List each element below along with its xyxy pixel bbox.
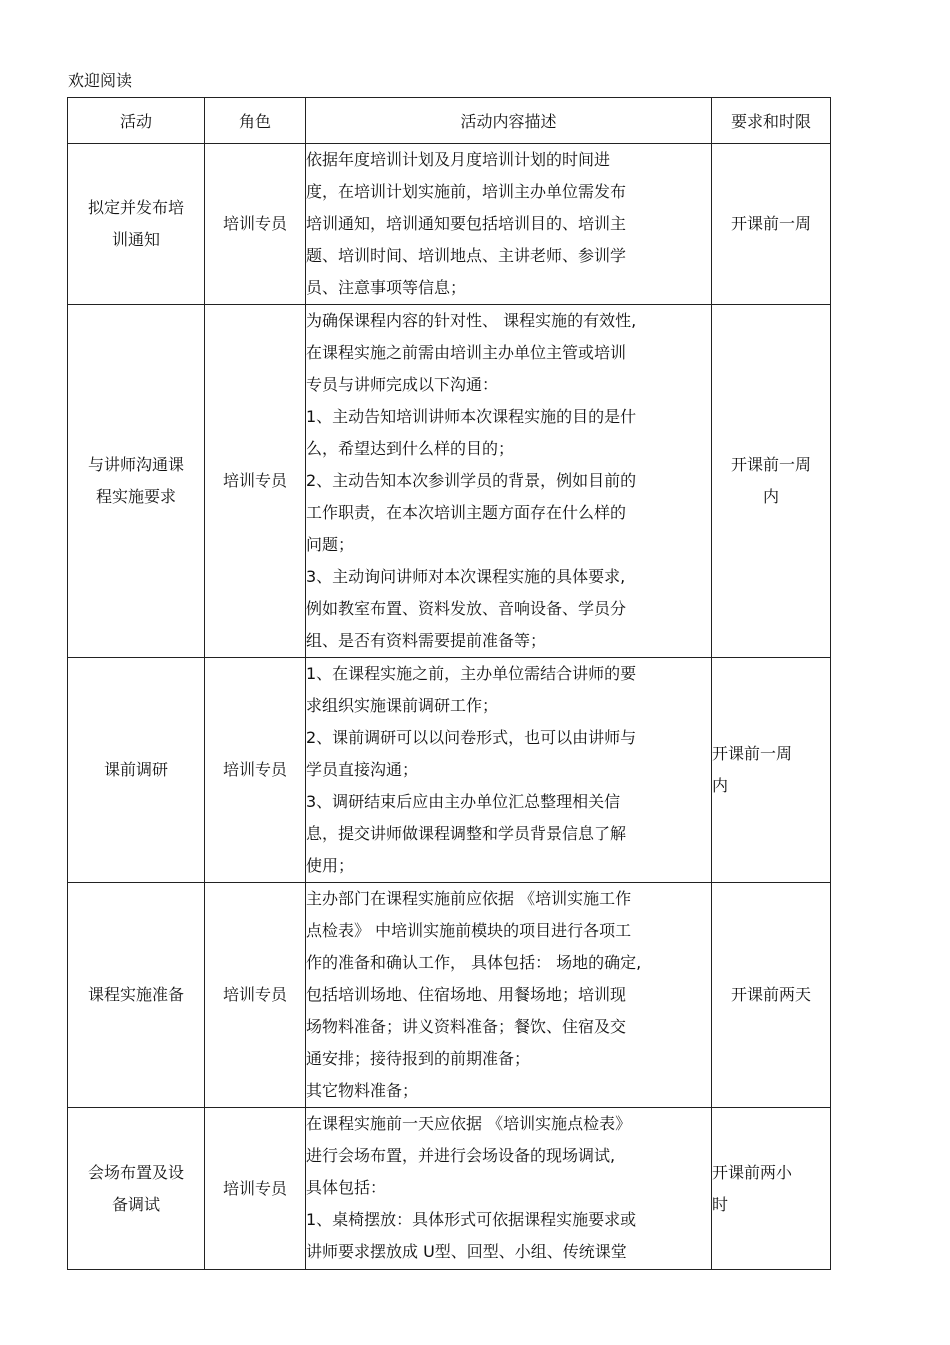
description-line: 1、桌椅摆放：具体形式可依据课程实施要求或 [306,1210,637,1229]
description-line: 具体包括： [306,1178,387,1197]
description-line: 其它物料准备； [306,1081,419,1100]
training-activity-table [67,97,831,1270]
activity-cell-text: 与讲师沟通课 程实施要求 [87,455,184,506]
description-line: 2、主动告知本次参训学员的背景，例如目前的 [306,471,637,490]
column-header-requirement: 要求和时限 [712,98,831,144]
description-cell [306,144,712,305]
column-header-activity: 活动 [68,98,205,144]
description-line: 依据年度培训计划及月度培训计划的时间进 [306,150,611,169]
role-cell [205,883,306,1108]
description-line: 专员与讲师完成以下沟通： [306,375,499,394]
description-line: 么，希望达到什么样的目的； [306,439,515,458]
role-cell-text: 培训专员 [222,760,287,779]
requirement-cell [712,305,831,658]
description-line: 组、是否有资料需要提前准备等； [306,631,547,650]
description-line: 工作职责，在本次培训主题方面存在什么样的 [306,503,627,522]
table-body [68,144,831,1270]
description-line: 主办部门在课程实施前应依据 《培训实施工作 [306,889,632,908]
description-line: 点检表》 中培训实施前模块的项目进行各项工 [306,921,632,940]
description-line: 2、课前调研可以以问卷形式，也可以由讲师与 [306,728,637,747]
description-cell [306,1108,712,1270]
role-cell-text: 培训专员 [222,471,287,490]
requirement-cell-text: 开课前两天 [730,985,811,1004]
description-line: 题、培训时间、培训地点、主讲老师、参训学 [306,246,627,265]
description-line: 求组织实施课前调研工作； [306,696,499,715]
role-cell [205,1108,306,1270]
description-cell [306,658,712,883]
activity-cell [68,883,205,1108]
requirement-cell [712,883,831,1108]
description-line: 使用； [306,856,355,875]
description-line: 度，在培训计划实施前，培训主办单位需发布 [306,182,627,201]
activity-cell-text: 课前调研 [103,760,168,779]
role-cell [205,658,306,883]
description-cell [306,305,712,658]
activity-cell [68,658,205,883]
description-line: 员、注意事项等信息； [306,278,467,297]
description-line: 问题； [306,535,355,554]
requirement-cell-text: 开课前一周 内 [712,744,793,795]
requirement-cell-text: 开课前两小 时 [712,1162,793,1214]
requirement-cell [712,658,831,883]
requirement-cell [712,144,831,305]
description-line: 3、调研结束后应由主办单位汇总整理相关信 [306,792,621,811]
column-header-role: 角色 [205,98,306,144]
role-cell [205,305,306,658]
activity-cell-text: 会场布置及设 备调试 [87,1162,184,1214]
description-line: 学员直接沟通； [306,760,419,779]
role-cell-text: 培训专员 [222,214,287,233]
description-cell [306,883,712,1108]
activity-cell [68,144,205,305]
activity-cell [68,1108,205,1270]
description-line: 通安排；接待报到的前期准备； [306,1049,531,1068]
page-header: 欢迎阅读 [68,71,133,90]
activity-cell [68,305,205,658]
description-line: 例如教室布置、资料发放、音响设备、学员分 [306,599,627,618]
description-line: 在课程实施前一天应依据 《培训实施点检表》 [306,1114,632,1133]
table-header-row [68,98,831,144]
description-line: 讲师要求摆放成 U型、回型、小组、传统课堂 [306,1242,627,1261]
table-row [68,305,831,658]
description-line: 3、主动询问讲师对本次课程实施的具体要求, [306,567,626,586]
description-line: 场物料准备；讲义资料准备；餐饮、住宿及交 [306,1017,627,1036]
requirement-cell [712,1108,831,1270]
requirement-cell-text: 开课前一周 [730,214,811,233]
description-line: 为确保课程内容的针对性、 课程实施的有效性, [306,311,637,330]
role-cell-text: 培训专员 [222,1178,287,1198]
table-row [68,144,831,305]
role-cell-text: 培训专员 [222,985,287,1004]
description-line: 包括培训场地、住宿场地、用餐场地；培训现 [306,985,627,1004]
description-line: 作的准备和确认工作， 具体包括： 场地的确定, [306,953,642,972]
description-line: 进行会场布置，并进行会场设备的现场调试, [306,1146,616,1165]
table-row [68,658,831,883]
column-header-description: 活动内容描述 [306,98,712,144]
activity-cell-text: 拟定并发布培 训通知 [87,198,184,249]
table-row [68,883,831,1108]
role-cell [205,144,306,305]
table-row [68,1108,831,1270]
description-line: 息，提交讲师做课程调整和学员背景信息了解 [306,824,627,843]
description-line: 在课程实施之前需由培训主办单位主管或培训 [306,343,627,362]
description-line: 1、在课程实施之前，主办单位需结合讲师的要 [306,664,637,683]
description-line: 培训通知，培训通知要包括培训目的、培训主 [306,214,627,233]
requirement-cell-text: 开课前一周 内 [730,455,811,506]
activity-cell-text: 课程实施准备 [87,985,184,1004]
description-line: 1、主动告知培训讲师本次课程实施的目的是什 [306,407,637,426]
